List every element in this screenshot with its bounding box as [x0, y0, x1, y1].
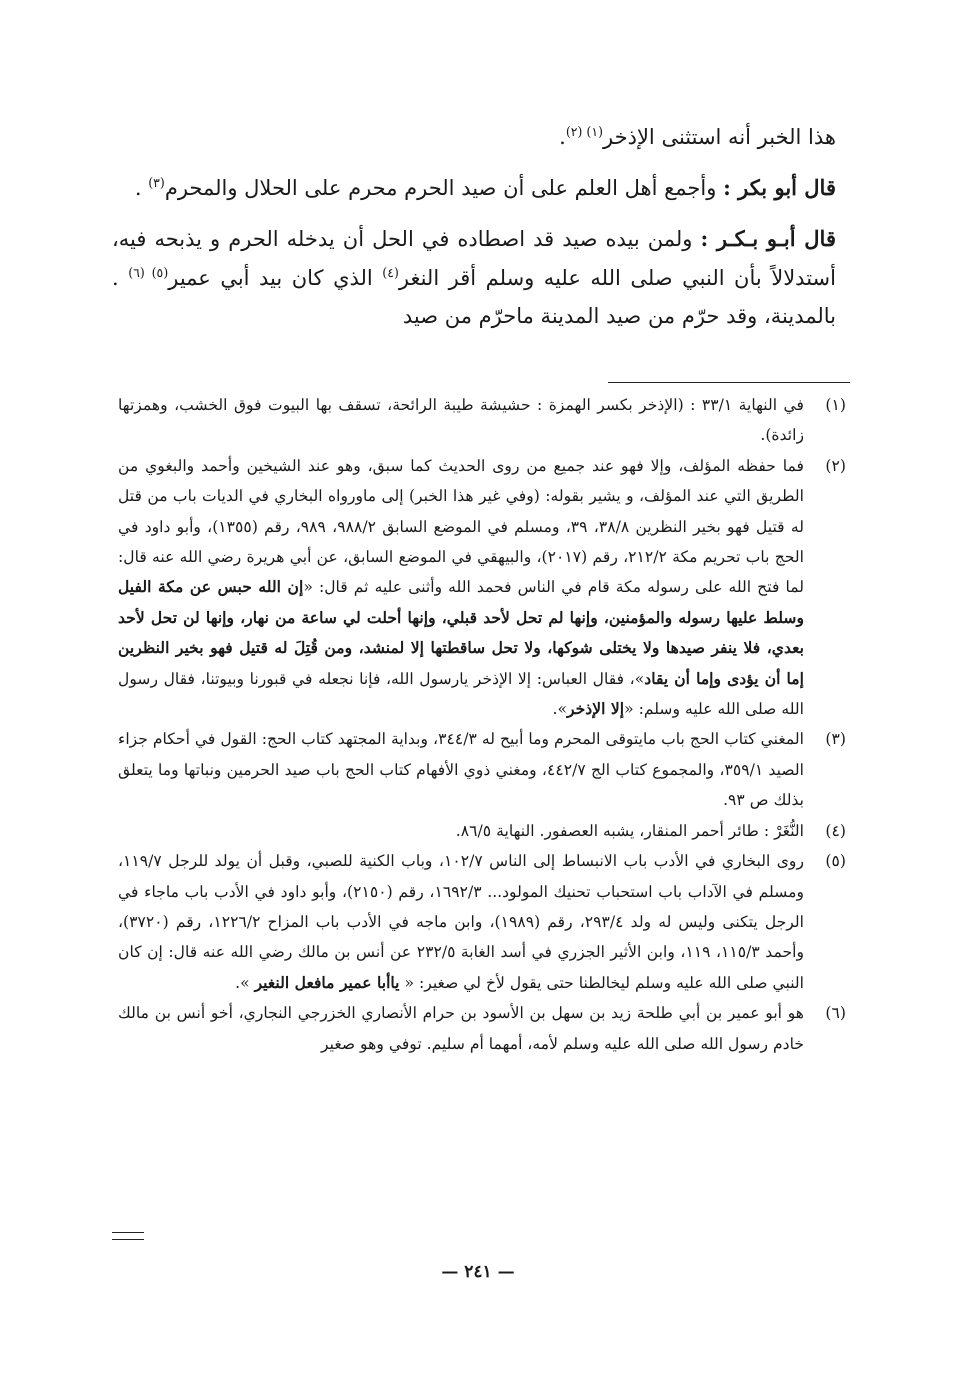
footnote-text: [118, 816, 804, 846]
footnote-quote-bold: ياأبا عمير مافعل النغير: [254, 972, 400, 992]
footnote-quote-bold: إلا الإذخر: [567, 699, 625, 719]
footnote-number: (١): [825, 396, 846, 414]
footnote-text: [118, 846, 804, 998]
speaker-label: قال أبـو بـكـر :: [700, 225, 836, 251]
paragraph-3-text-a: ولمن بيده صيد قد اصطاده في الحل أن يدخله الحرم و يذبحه فيه، أستدلالاً بأن النبي صلى الله عليه وسلم أقر النغر: [112, 226, 836, 290]
main-text: [112, 118, 836, 348]
footnote-number: (٦): [825, 1004, 846, 1023]
footnote-item: [118, 390, 846, 451]
paragraph-2-end: .: [134, 175, 149, 200]
footnotes: [118, 390, 846, 1059]
footnote-item: [118, 846, 846, 998]
speaker-label: قال أبو بكر :: [723, 174, 836, 200]
footnote-segment: »، فقال العباس: إلا الإذخر يارسول الله، فإنا نجعله في قبورنا وبيوتنا، فقال رسول الله صلى الله عليه وسلم: «: [118, 669, 804, 719]
footnote-text: [118, 998, 804, 1059]
footnote-number: (٢): [825, 456, 846, 475]
paragraph-1: [112, 118, 836, 157]
paragraph-1-text: هذا الخبر أنه استثنى الإذخر: [603, 125, 836, 149]
paragraph-1-end: .: [559, 125, 566, 149]
footnote-segment: المغني كتاب الحج باب مايتوقى المحرم وما أبيح له ٣٤٤/٣، وبداية المجتهد كتاب الحج: القول في أحكام جزاء الصيد ٣٥٩/١، والمجموع كتاب الج ٤٤٢/٧، ومغني ذوي الأفهام كتاب الحج باب صيد الحرمين ونباتها وما يتعلق بذلك ص ٩٣.: [118, 730, 804, 810]
paragraph-3: [112, 220, 836, 337]
footnote-ref: (٤): [382, 264, 399, 280]
footnote-text: [118, 390, 804, 451]
footnote-ref: (١) (٢): [565, 124, 604, 139]
footnote-text: [118, 451, 804, 725]
footnote-segment: ».: [235, 973, 255, 992]
paragraph-2-text: وأجمع أهل العلم على أن صيد الحرم محرم على الحلال والمحرم: [164, 175, 724, 200]
footnote-item: [118, 998, 846, 1059]
footnote-segment: ».: [552, 700, 568, 719]
footnote-divider: [608, 382, 850, 383]
paragraph-3-text-c: . بالمدينة، وقد حرّم من صيد المدينة ماحرّم من صيد: [112, 265, 836, 329]
footnote-item: [118, 816, 846, 846]
footnote-segment: روى البخاري في الأدب باب الانبساط إلى الناس ١٠٢/٧، وباب الكنية للصبي، وقبل أن يولد للرجل ١١٩/٧، ومسلم في الآداب باب استحباب تحنيك المولود... ١٦٩٢/٣، رقم (٢١٥٠)، وأبو داود في الأدب باب ماجاء في الرجل يتكنى وليس له ولد ٢٩٣/٤، رقم (١٩٨٩)، وابن ماجه في الأدب باب المزاح ١٢٢٦/٢، رقم (٣٧٢٠)، وأحمد ١١٥/٣، ١١٩، وابن الأثير الجزري في أسد الغابة ٢٣٢/٥ عن أنس بن مالك رضي الله عنه قال: إن كان النبي صلى الله عليه وسلم ليخالطنا حتى يقول لأخ لي صغير: «: [118, 852, 804, 992]
page-number: — ٢٤١ —: [441, 1262, 515, 1282]
footnote-segment: هو أبو عمير بن أبي طلحة زيد بن سهل بن الأسود بن حرام الأنصاري الخزرجي النجاري، أخو أنس بن مالك خادم رسول الله صلى الله عليه وسلم لأمه، أمهما أم سليم. توفي وهو صغير: [118, 1004, 804, 1053]
footnote-segment: في النهاية ٣٣/١ : (الإذخر بكسر الهمزة : حشيشة طيبة الرائحة، تسقف بها البيوت فوق الخشب، وهمزتها زائدة).: [118, 396, 804, 445]
footnote-segment: النُّغَرْ : طائر أحمر المنقار، يشبه العصفور. النهاية ٨٦/٥.: [455, 821, 804, 840]
footnote-segment: فما حفظه المؤلف، وإلا فهو عند جميع من روى الحديث كما سبق، وهو عند الشيخين وأحمد والبغوي من الطريق التي عند المؤلف، و يشير بقوله: (وفي غير هذا الخبر) إلى ماورواه البخاري في الديات باب من قتل له قتيل فهو بخير النظرين ٣٨/٨، ٣٩، ومسلم في الموضع السابق ٩٨٨/٢، ٩٨٩، رقم (١٣٥٥)، وأبو داود في الحج باب تحريم مكة ٢١٢/٢، رقم (٢٠١٧)، والبيهقي في الموضع السابق، عن أبي هريرة رضي الله عنه قال: لما فتح الله على رسوله مكة قام في الناس فحمد الله وأثنى عليه ثم قال: «: [118, 456, 804, 597]
footnote-number: (٥): [825, 852, 846, 871]
footnote-ref: (٥) (٦): [128, 264, 169, 280]
footnote-number: (٤): [825, 821, 846, 840]
footnote-quote-bold: إن الله حبس عن مكة الفيل وسلط عليها رسوله والمؤمنين، وإنها لم تحل لأحد قبلي، وإنها أحلت لي ساعة من نهار، وإنها لن تحل لأحد بعدي، فلا ينفر صيدها ولا يختلى شوكها، ولا تحل ساقطتها إلا لمنشد، ومن قُتِلَ له قتيل فهو بخير النظرين إما أن يؤدى وإما أن يقاد: [118, 577, 804, 688]
footnote-text: [118, 724, 804, 815]
footnote-number: (٣): [825, 730, 846, 749]
continuation-mark: [112, 1232, 144, 1240]
paragraph-3-text-b: الذي كان بيد أبي عمير: [168, 265, 383, 290]
paragraph-2: [112, 169, 836, 208]
footnote-item: [118, 451, 846, 725]
footnote-item: [118, 724, 846, 815]
footnote-ref: (٣): [148, 174, 165, 190]
